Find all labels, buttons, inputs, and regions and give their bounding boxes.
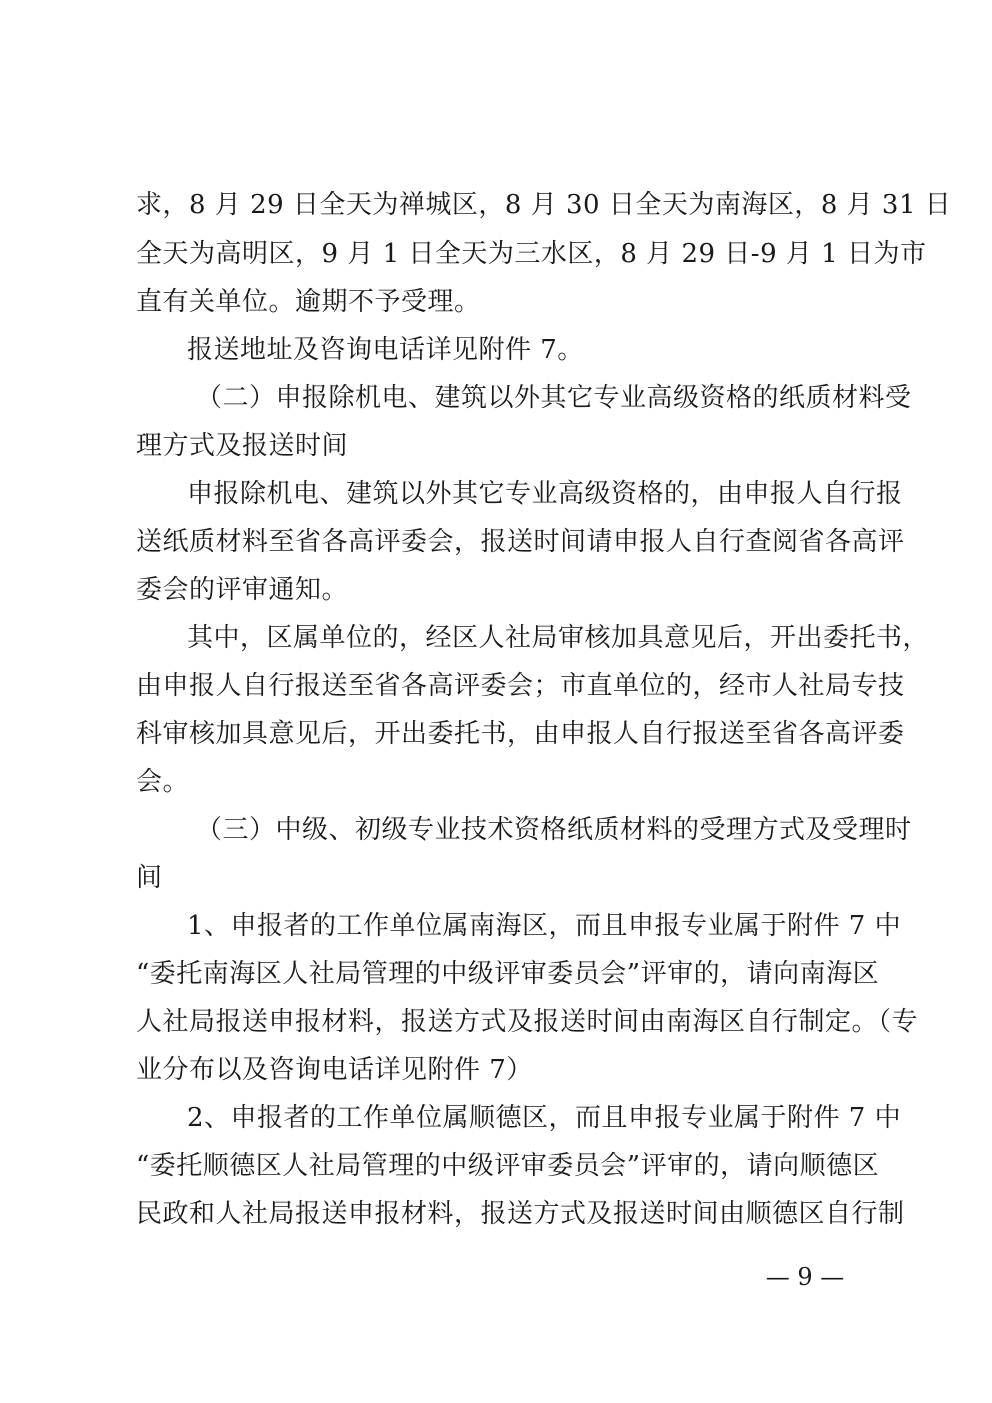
paragraph-line: 科审核加具意见后，开出委托书，由申报人自行报送至省各高评委 [136,719,905,749]
section-heading-line: 间 [136,863,163,893]
paragraph-line: 报送地址及咨询电话详见附件 7。 [187,335,584,365]
paragraph-line: 人社局报送申报材料，报送方式及报送时间由南海区自行制定。（专 [136,1007,919,1037]
paragraph-line: “委托南海区人社局管理的中级评审委员会”评审的，请向南海区 [136,959,880,989]
paragraph-line: 1、申报者的工作单位属南海区，而且申报专业属于附件 7 中 [187,911,902,941]
paragraph-line: 委会的评审通知。 [136,575,349,605]
paragraph-line: 直有关单位。逾期不予受理。 [136,287,481,317]
page-number: — 9 — [765,1263,845,1291]
paragraph-line: “委托顺德区人社局管理的中级评审委员会”评审的，请向顺德区 [136,1151,880,1181]
paragraph-line: 业分布以及咨询电话详见附件 7） [136,1055,533,1085]
paragraph-line: 2、申报者的工作单位属顺德区，而且申报专业属于附件 7 中 [187,1103,902,1133]
paragraph-line: 民政和人社局报送申报材料，报送方式及报送时间由顺德区自行制 [136,1199,905,1229]
section-heading-line: （三）中级、初级专业技术资格纸质材料的受理方式及受理时 [196,815,912,845]
paragraph-line: 其中，区属单位的，经区人社局审核加具意见后，开出委托书， [187,623,930,653]
paragraph-line: 求，8 月 29 日全天为禅城区，8 月 30 日全天为南海区，8 月 31 日 [136,190,952,220]
paragraph-line: 送纸质材料至省各高评委会，报送时间请申报人自行查阅省各高评 [136,527,905,557]
section-heading-line: （二）申报除机电、建筑以外其它专业高级资格的纸质材料受 [196,383,912,413]
paragraph-line: 全天为高明区，9 月 1 日全天为三水区，8 月 29 日-9 月 1 日为市 [136,239,927,269]
paragraph-line: 会。 [136,767,190,797]
paragraph-line: 申报除机电、建筑以外其它专业高级资格的，由申报人自行报 [187,479,903,509]
paragraph-line: 由申报人自行报送至省各高评委会；市直单位的，经市人社局专技 [136,671,905,701]
section-heading-line: 理方式及报送时间 [136,431,349,461]
